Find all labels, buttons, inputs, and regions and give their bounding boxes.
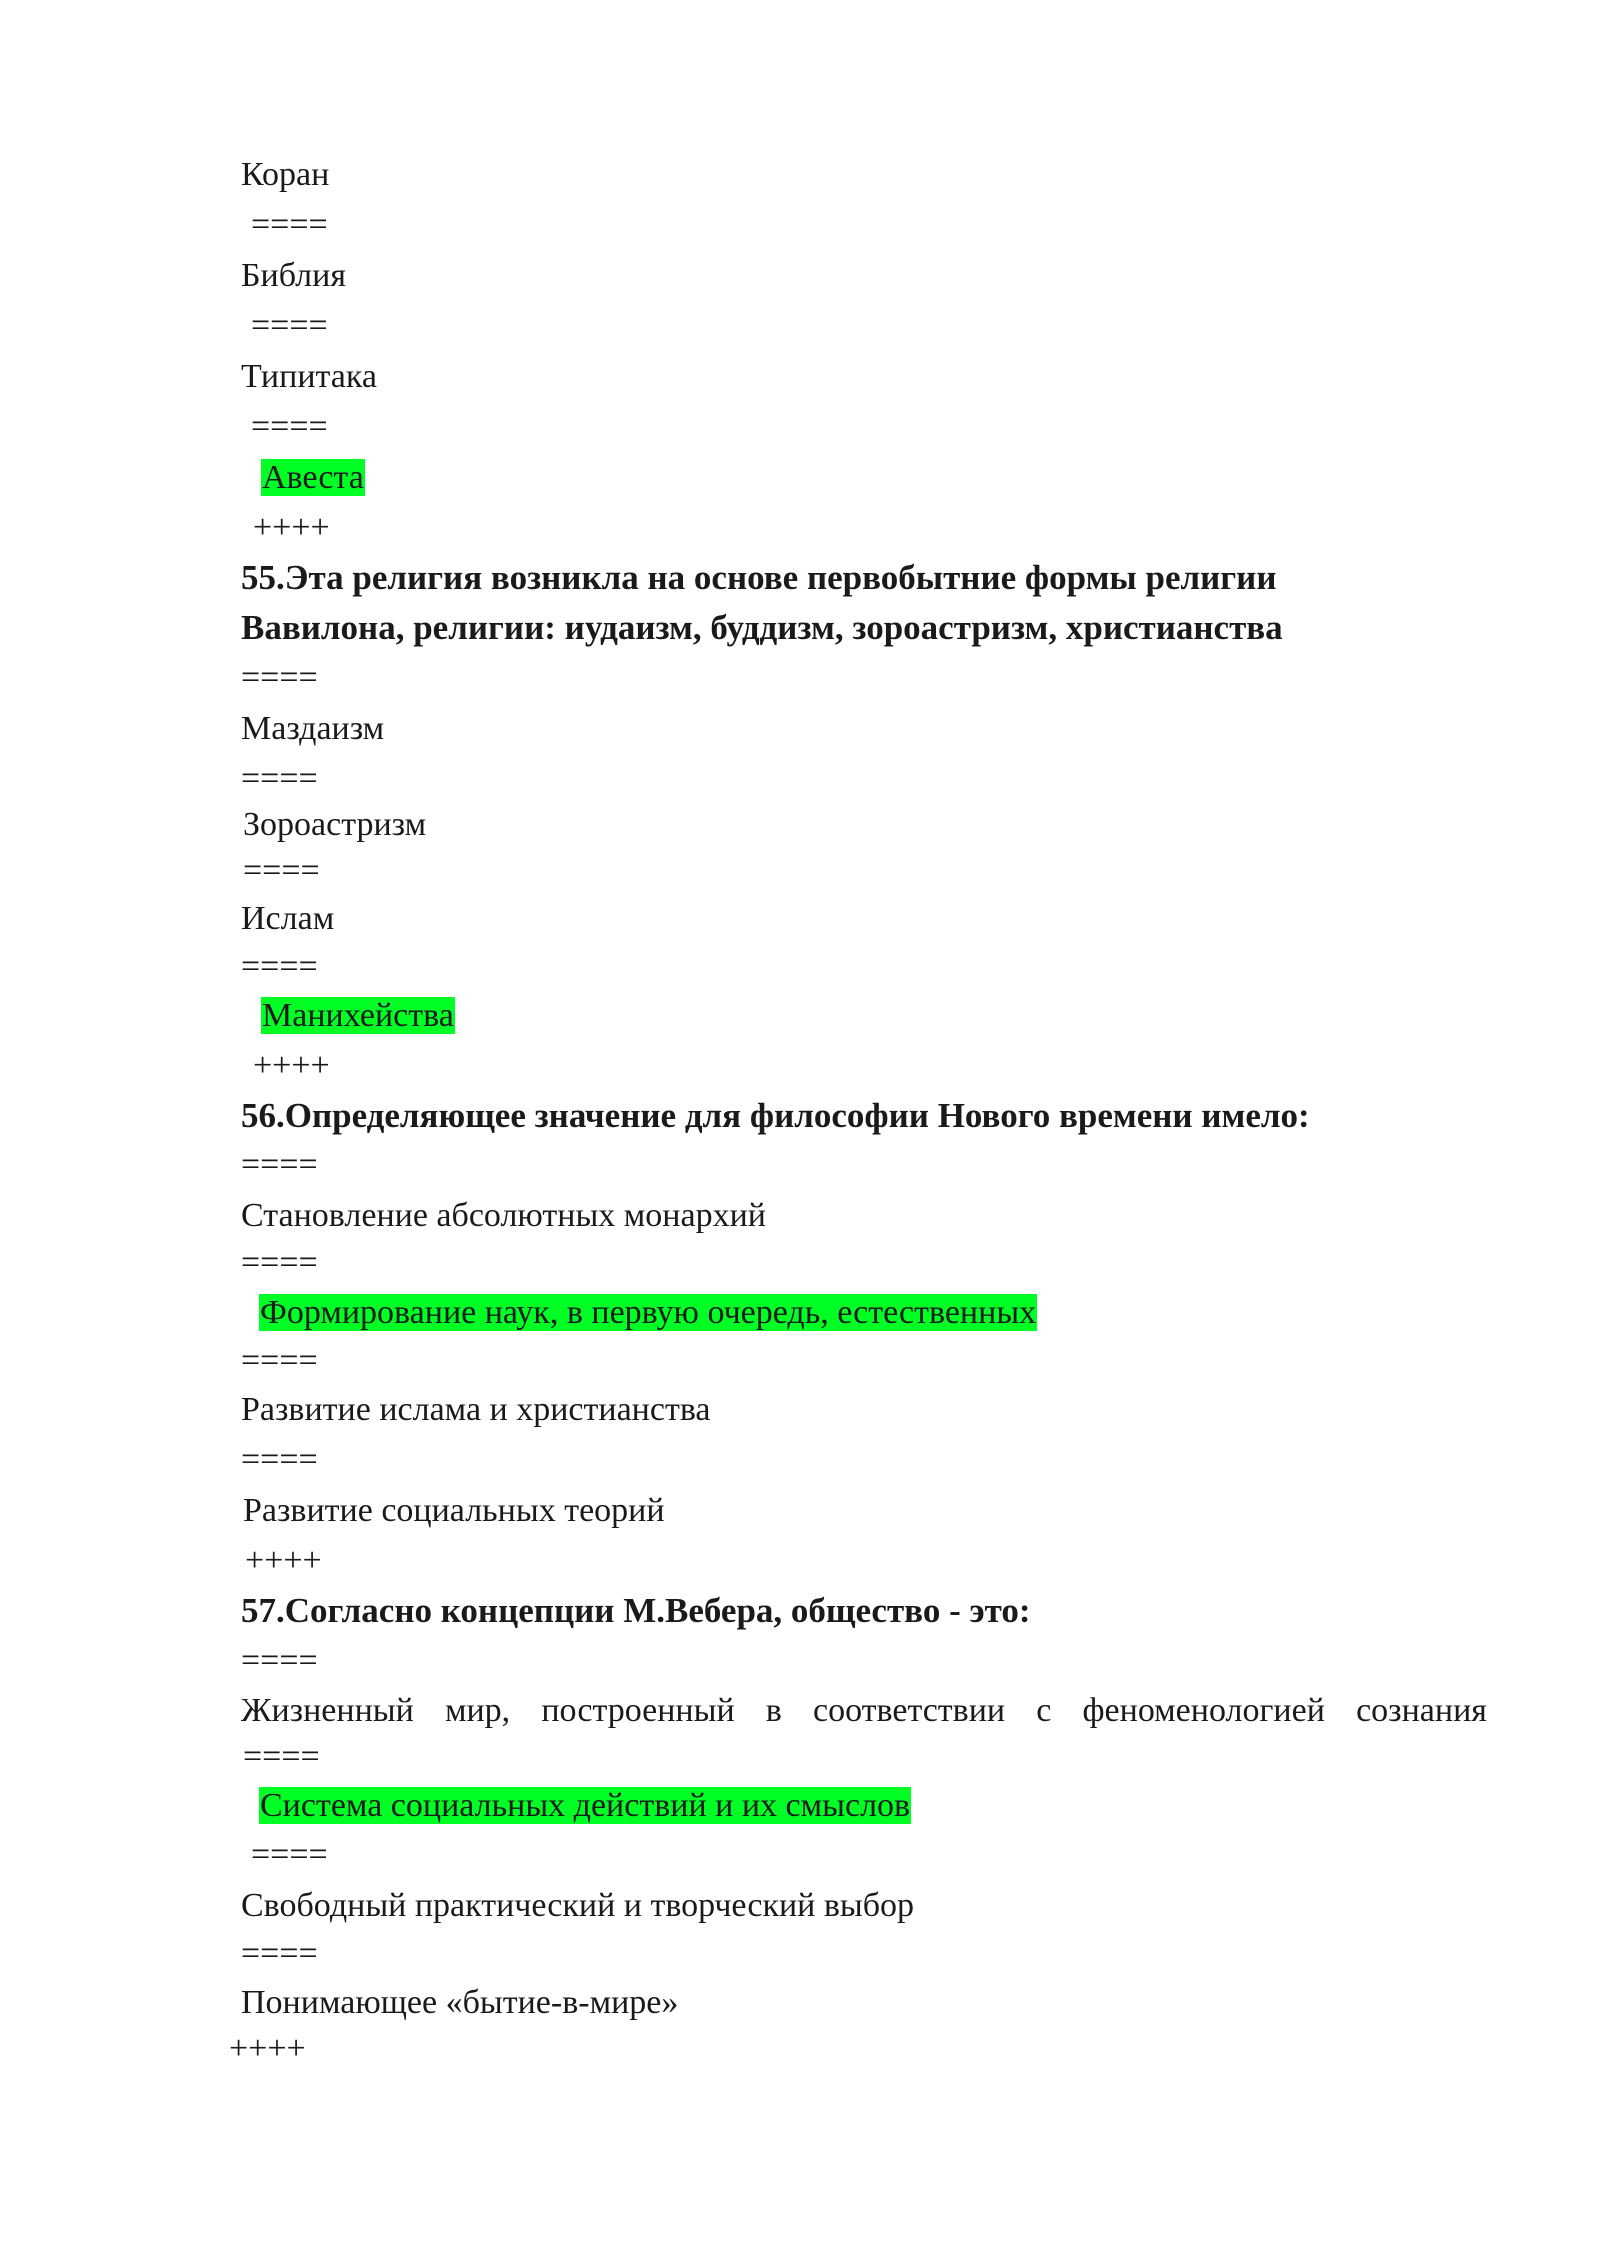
- separator: ====: [241, 760, 318, 797]
- answer-word: соответствии: [813, 1692, 1006, 1729]
- separator: ====: [241, 1441, 318, 1478]
- answer-word: в: [765, 1692, 782, 1729]
- separator: ====: [243, 1738, 320, 1775]
- correct-answer-option: [261, 994, 455, 1038]
- end-marker: ++++: [253, 509, 330, 546]
- separator: ====: [241, 659, 318, 696]
- separator: ====: [251, 1836, 328, 1873]
- question-title: 57.Согласно концепции М.Вебера, общество - это:: [241, 1591, 1031, 1630]
- end-marker: ++++: [229, 2030, 306, 2067]
- answer-option: Коран: [241, 156, 330, 193]
- correct-answer-option: [259, 1291, 1037, 1335]
- answer-option: Маздаизм: [241, 710, 385, 747]
- answer-word: с: [1036, 1692, 1052, 1729]
- answer-option: Типитака: [241, 358, 377, 395]
- answer-word: сознания: [1356, 1692, 1487, 1729]
- question-title: 56.Определяющее значение для философии Нового времени имело:: [241, 1096, 1310, 1135]
- correct-answer-highlight: Манихейства: [262, 997, 454, 1034]
- separator: ====: [241, 1642, 318, 1679]
- correct-answer-highlight: Авеста: [262, 459, 364, 496]
- separator: ====: [241, 1342, 318, 1379]
- question-title: 55.Эта религия возникла на основе первобытние формы религии: [241, 558, 1277, 597]
- separator: ====: [241, 948, 318, 985]
- answer-option: Свободный практический и творческий выбор: [241, 1887, 915, 1924]
- answer-option: Зороастризм: [243, 806, 427, 843]
- answer-word: феноменологией: [1082, 1692, 1325, 1729]
- question-title-continued: Вавилона, религии: иудаизм, буддизм, зороастризм, христианства: [241, 608, 1283, 647]
- answer-word: построенный: [541, 1692, 735, 1729]
- end-marker: ++++: [245, 1542, 322, 1579]
- separator: ====: [241, 1146, 318, 1183]
- correct-answer-highlight: Система социальных действий и их смыслов: [260, 1787, 911, 1824]
- correct-answer-option: [259, 1784, 911, 1828]
- answer-option-justified: [241, 1689, 1487, 1733]
- separator: ====: [251, 307, 328, 344]
- separator: ====: [243, 852, 320, 889]
- separator: ====: [241, 1935, 318, 1972]
- answer-option: Ислам: [241, 900, 335, 937]
- answer-option: Развитие социальных теорий: [243, 1492, 665, 1529]
- answer-option: Становление абсолютных монархий: [241, 1197, 766, 1234]
- answer-word: Жизненный: [241, 1692, 414, 1729]
- answer-option: Понимающее «бытие-в-мире»: [241, 1984, 679, 2021]
- separator: ====: [251, 408, 328, 445]
- separator: ====: [241, 1244, 318, 1281]
- answer-option: Библия: [241, 257, 346, 294]
- separator: ====: [251, 206, 328, 243]
- correct-answer-option: [261, 456, 365, 500]
- answer-word: мир,: [444, 1692, 511, 1729]
- correct-answer-highlight: Формирование наук, в первую очередь, естественных: [260, 1294, 1037, 1331]
- answer-option: Развитие ислама и христианства: [241, 1391, 711, 1428]
- end-marker: ++++: [253, 1047, 330, 1084]
